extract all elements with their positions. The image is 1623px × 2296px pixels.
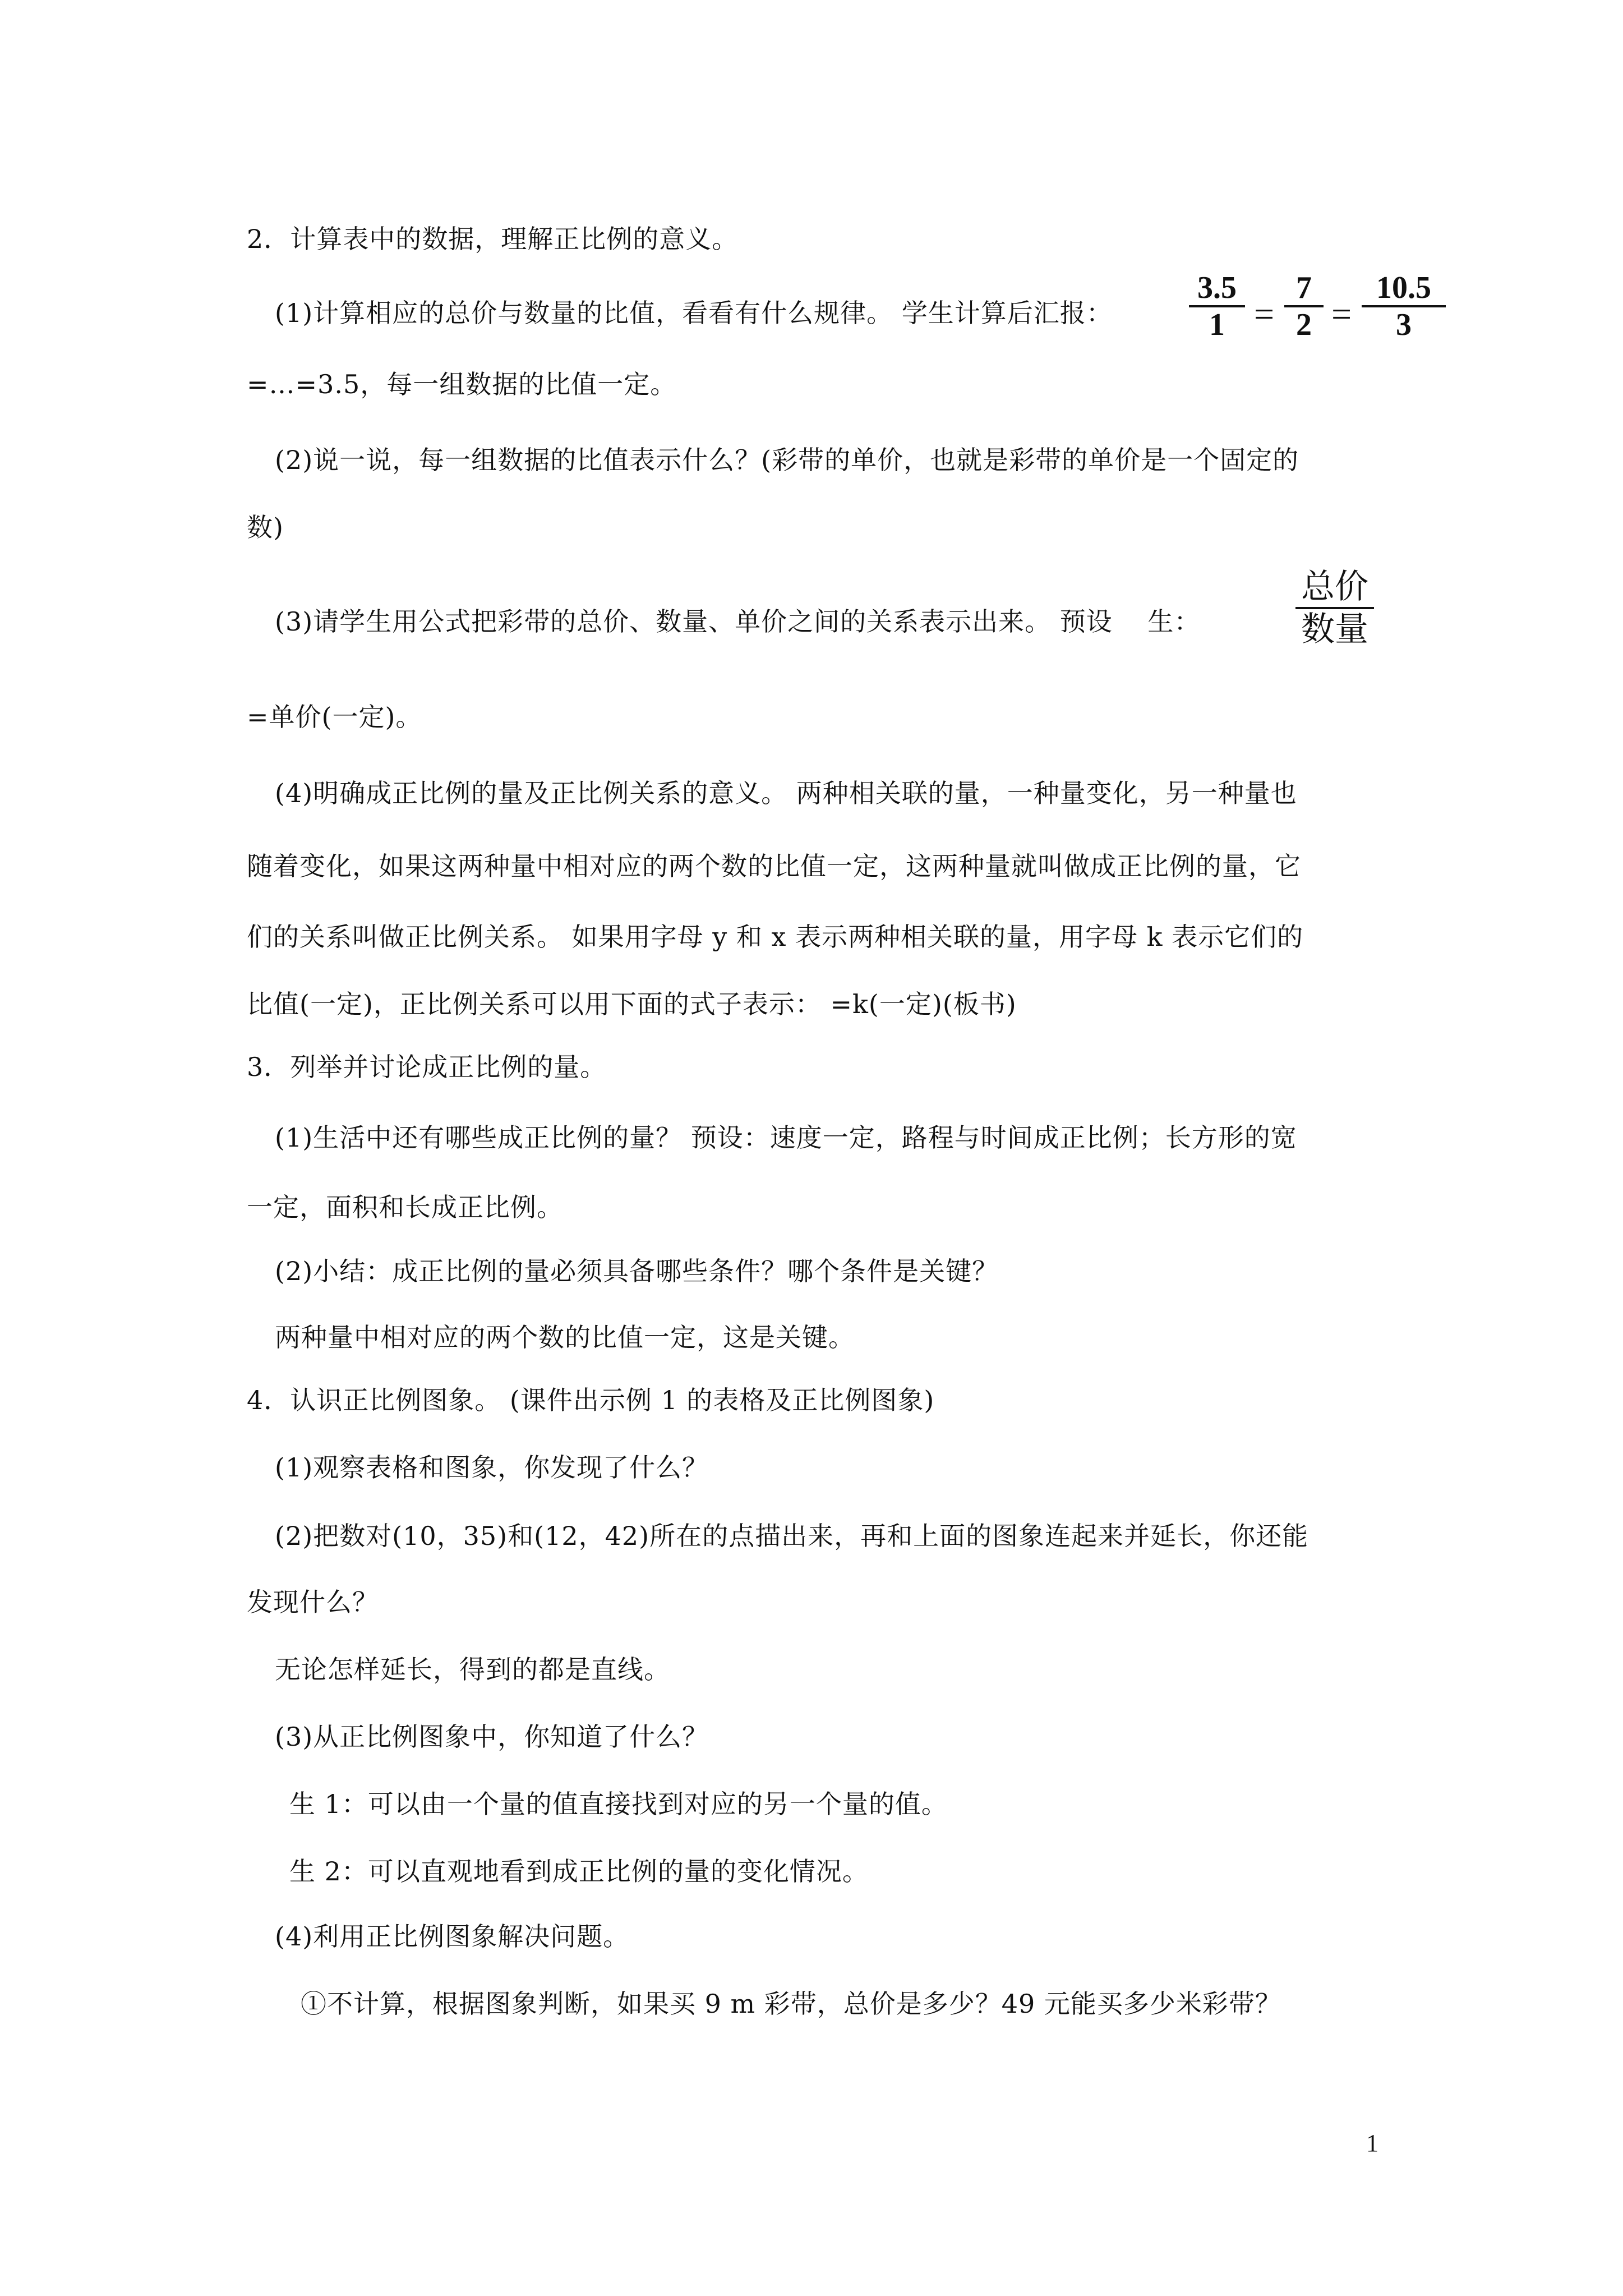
paragraph-1-1-cont: =…=3.5，每一组数据的比值一定。 [247, 369, 677, 399]
paragraph-3-2-answer: 两种量中相对应的两个数的比值一定，这是关键。 [275, 1322, 855, 1352]
question-1: ①不计算，根据图象判断，如果买 9 m 彩带，总价是多少？49 元能买多少米彩带？ [301, 1989, 1281, 2019]
heading-4: 4．认识正比例图象。 (课件出示例 1 的表格及正比例图象) [247, 1385, 935, 1415]
paragraph-4-2: (2)把数对(10，35)和(12，42)所在的点描出来，再和上面的图象连起来并延长，你还能 [275, 1521, 1309, 1551]
student-answer-1: 生 1：可以由一个量的值直接找到对应的另一个量的值。 [289, 1789, 948, 1819]
page-number: 1 [1366, 2129, 1378, 2157]
fraction-10-5-over-3 [1362, 270, 1446, 342]
equals-sign: = [1254, 294, 1275, 334]
fraction-total-price-over-quantity [1295, 567, 1374, 650]
fraction-7-over-2 [1284, 270, 1324, 342]
fraction-numerator: 3.5 [1197, 270, 1237, 305]
paragraph-1-2-cont: 数) [247, 512, 284, 542]
paragraph-3-2: (2)小结：成正比例的量必须具备哪些条件？哪个条件是关键？ [275, 1256, 999, 1286]
student-answer-2: 生 2：可以直观地看到成正比例的量的变化情况。 [289, 1856, 869, 1887]
fraction-denominator: 3 [1396, 307, 1412, 342]
paragraph-1-3: (3)请学生用公式把彩带的总价、数量、单价之间的关系表示出来。 预设 生： [275, 606, 1201, 637]
heading-3: 3．列举并讨论成正比例的量。 [247, 1052, 607, 1082]
fraction-denominator: 数量 [1301, 610, 1368, 649]
paragraph-1-2: (2)说一说，每一组数据的比值表示什么？(彩带的单价，也就是彩带的单价是一个固定的 [275, 445, 1299, 475]
paragraph-4-2-answer: 无论怎样延长，得到的都是直线。 [275, 1654, 670, 1685]
equals-sign: = [1331, 294, 1352, 334]
paragraph-1-4-cont-1: 随着变化，如果这两种量中相对应的两个数的比值一定，这两种量就叫做成正比例的量，它 [247, 851, 1301, 881]
paragraph-1-4: (4)明确成正比例的量及正比例关系的意义。 两种相关联的量，一种量变化，另一种量也 [275, 778, 1297, 808]
paragraph-1-3-cont: =单价(一定)。 [247, 702, 422, 732]
paragraph-1-4-cont-2: 们的关系叫做正比例关系。 如果用字母 y 和 x 表示两种相关联的量，用字母 k 表示它们的 [247, 922, 1304, 952]
paragraph-4-3: (3)从正比例图象中，你知道了什么？ [275, 1722, 709, 1752]
fraction-denominator: 1 [1209, 307, 1225, 342]
fraction-numerator: 总价 [1301, 567, 1368, 606]
paragraph-1-4-cont-3: 比值(一定)，正比例关系可以用下面的式子表示： =k(一定)(板书) [247, 989, 1017, 1019]
heading-2: 2．计算表中的数据，理解正比例的意义。 [247, 224, 739, 254]
fraction-3-5-over-1 [1189, 270, 1245, 342]
paragraph-4-4: (4)利用正比例图象解决问题。 [275, 1921, 630, 1952]
fraction-numerator: 7 [1296, 270, 1312, 305]
paragraph-1-1: (1)计算相应的总价与数量的比值，看看有什么规律。 学生计算后汇报： [275, 298, 1113, 328]
paragraph-4-1: (1)观察表格和图象，你发现了什么？ [275, 1452, 709, 1483]
fraction-denominator: 2 [1296, 307, 1312, 342]
fraction-numerator: 10.5 [1376, 270, 1431, 305]
paragraph-4-2-cont: 发现什么？ [247, 1587, 379, 1617]
paragraph-3-1: (1)生活中还有哪些成正比例的量？ 预设：速度一定，路程与时间成正比例；长方形的宽 [275, 1122, 1297, 1153]
paragraph-3-1-cont: 一定，面积和长成正比例。 [247, 1192, 563, 1222]
